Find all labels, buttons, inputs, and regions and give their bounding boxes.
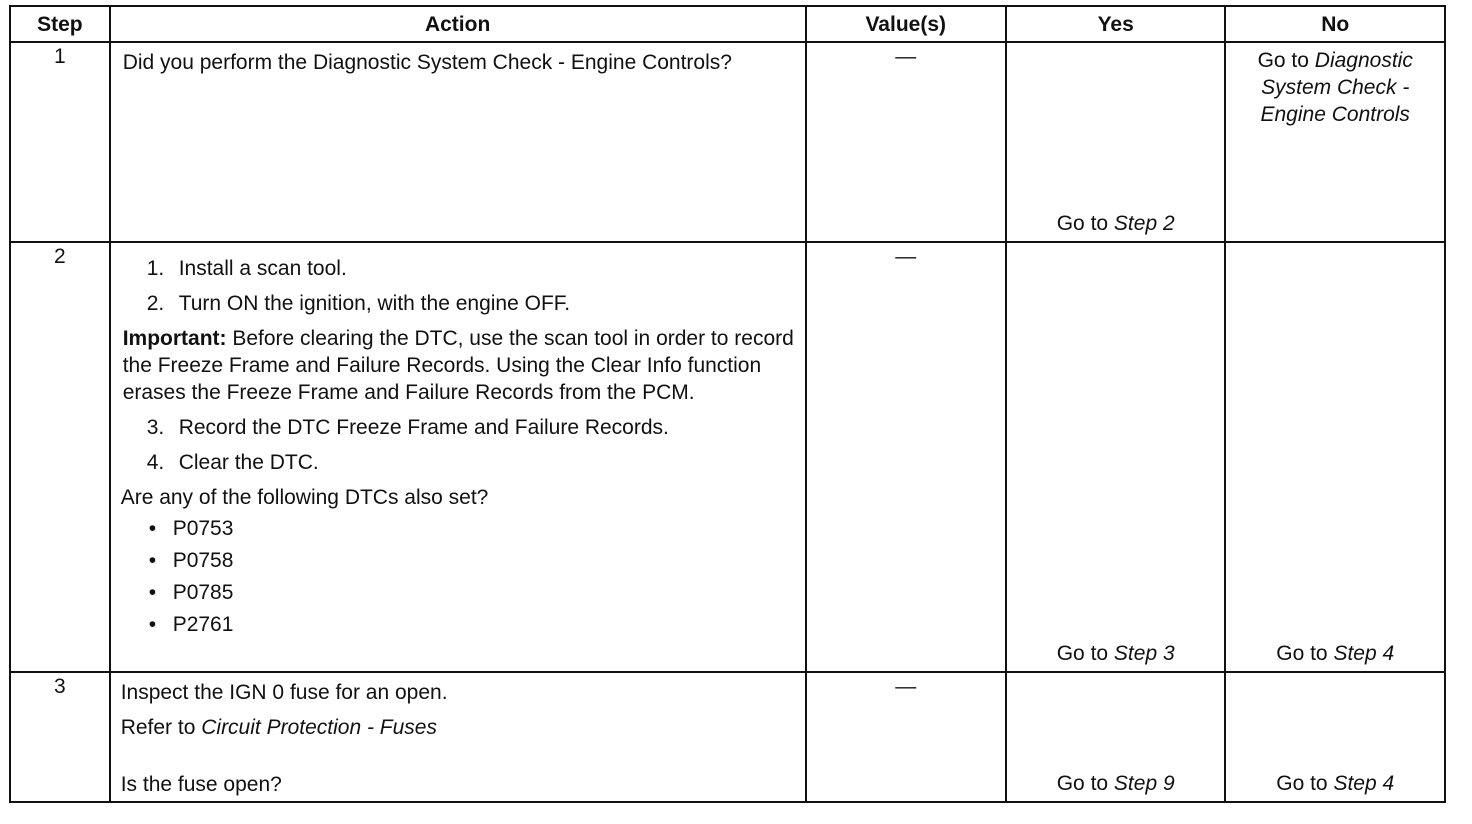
header-step: Step: [10, 6, 110, 42]
header-values: Value(s): [806, 6, 1006, 42]
no-cell: [1225, 672, 1445, 802]
goto-prefix: Go to: [1276, 772, 1334, 795]
goto-prefix: Go to: [1056, 212, 1114, 235]
yes-cell: [1006, 672, 1226, 802]
refer-link[interactable]: Circuit Protection - Fuses: [201, 716, 437, 739]
table-row: [10, 672, 1445, 802]
no-goto[interactable]: [1226, 640, 1444, 667]
list-item: • P2761: [148, 613, 234, 636]
goto-link[interactable]: Step 4: [1333, 772, 1395, 795]
procedure-steps: [123, 414, 795, 476]
refer-text: Refer to Circuit Protection - Fuses: [120, 716, 437, 739]
no-goto[interactable]: [1226, 43, 1444, 128]
table-row: [10, 42, 1445, 242]
header-action: Action: [110, 6, 806, 42]
list-item: • P0758: [148, 549, 234, 572]
list-item: • P0753: [148, 517, 234, 540]
question-text: Is the fuse open?: [120, 773, 282, 796]
goto-link[interactable]: Diagnostic System Check - Engine Controls: [1260, 49, 1413, 126]
action-text: Inspect the IGN 0 fuse for an open.: [120, 681, 448, 704]
table-row: [10, 242, 1445, 672]
question-text: Are any of the following DTCs also set?: [120, 486, 489, 509]
yes-goto[interactable]: [1007, 640, 1225, 667]
goto-link[interactable]: Step 2: [1113, 212, 1175, 235]
goto-prefix: Go to: [1257, 49, 1315, 72]
yes-goto[interactable]: [1007, 210, 1225, 237]
header-no: No: [1225, 6, 1445, 42]
yes-goto[interactable]: [1007, 770, 1225, 797]
goto-prefix: Go to: [1056, 642, 1114, 665]
dtc-list: [123, 513, 795, 641]
header-yes: Yes: [1006, 6, 1226, 42]
goto-link[interactable]: Step 3: [1113, 642, 1175, 665]
no-cell: [1225, 242, 1445, 672]
step-number: 2: [10, 242, 110, 672]
procedure-steps: [123, 255, 795, 317]
action-cell: [110, 672, 806, 802]
yes-cell: [1006, 242, 1226, 672]
yes-cell: [1006, 42, 1226, 242]
diagnostic-table: [9, 5, 1446, 803]
step-number: 3: [10, 672, 110, 802]
important-label: Important:: [122, 327, 227, 350]
goto-link[interactable]: Step 9: [1113, 772, 1175, 795]
list-item: 3. Record the DTC Freeze Frame and Failure Records.: [146, 416, 669, 439]
goto-prefix: Go to: [1276, 642, 1334, 665]
important-note: [123, 325, 795, 406]
important-text: Before clearing the DTC, use the scan tool in order to record the Freeze Frame and Failure Records. Using the Clear Info function erases the Freeze Frame and Failure Records from the PCM.: [122, 327, 794, 404]
goto-prefix: Go to: [1056, 772, 1114, 795]
list-item: 1. Install a scan tool.: [146, 257, 347, 280]
goto-link[interactable]: Step 4: [1333, 642, 1395, 665]
list-item: 4. Clear the DTC.: [146, 451, 319, 474]
step-number: 1: [10, 42, 110, 242]
action-cell: [110, 242, 806, 672]
action-cell: [110, 42, 806, 242]
action-text: Did you perform the Diagnostic System Check - Engine Controls?: [122, 51, 732, 74]
value-cell: —: [806, 42, 1006, 242]
value-cell: —: [806, 242, 1006, 672]
no-goto[interactable]: [1226, 770, 1444, 797]
no-cell: [1225, 42, 1445, 242]
value-cell: —: [806, 672, 1006, 802]
list-item: • P0785: [148, 581, 234, 604]
header-row: [10, 6, 1445, 42]
list-item: 2. Turn ON the ignition, with the engine OFF.: [146, 292, 571, 315]
